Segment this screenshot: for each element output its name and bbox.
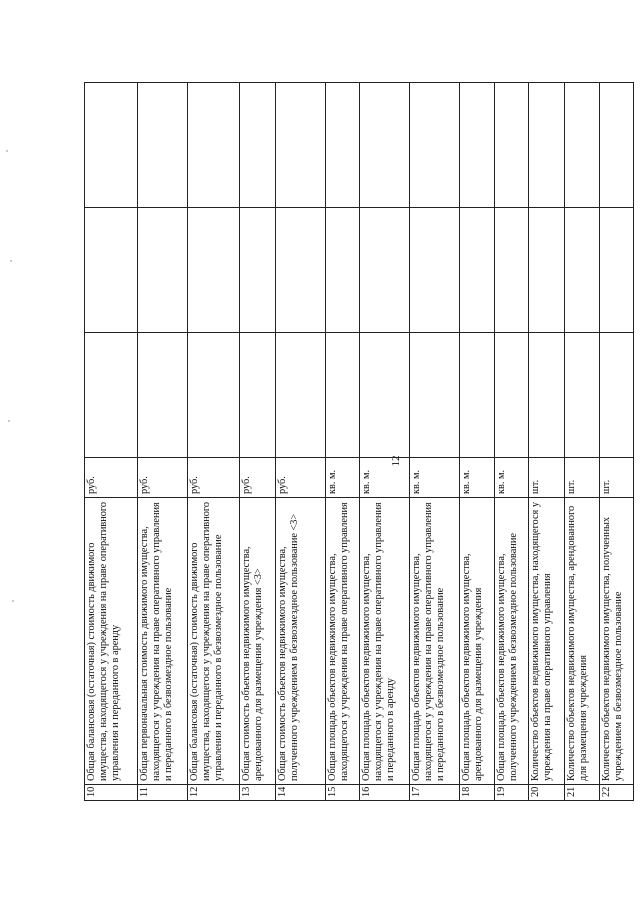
row-description: Общая балансовая (остаточная) стоимость движимого имущества, находящегося у учреждения на праве оперативного управления и переданного в безвозмездное пользование xyxy=(187,498,240,785)
value-cell xyxy=(599,83,633,208)
scan-speck xyxy=(6,150,8,152)
row-number: 18 xyxy=(460,785,494,801)
table-row xyxy=(85,83,138,801)
table-row xyxy=(275,83,325,801)
row-number: 13 xyxy=(240,785,275,801)
scan-speck xyxy=(10,260,12,262)
table-row xyxy=(187,83,240,801)
value-cell xyxy=(460,333,494,458)
row-description: Общая стоимость объектов недвижимого имущества, арендованного для размещения учреждения <3> xyxy=(240,498,275,785)
value-cell xyxy=(528,83,565,208)
row-description: Общая площадь объектов недвижимого имущества, находящегося у учреждения на праве оперативного управления xyxy=(325,498,359,785)
row-unit: руб. xyxy=(187,458,240,498)
row-unit: кв. м. xyxy=(410,458,460,498)
value-cell xyxy=(565,208,599,333)
value-cell xyxy=(494,333,528,458)
row-number: 12 xyxy=(187,785,240,801)
row-number: 19 xyxy=(494,785,528,801)
scan-speck xyxy=(8,420,10,422)
row-description: Общая площадь объектов недвижимого имущества, находящегося у учреждения на праве оперативного управления и переданного в безвозмездное пользование xyxy=(410,498,460,785)
value-cell xyxy=(240,333,275,458)
row-number: 10 xyxy=(85,785,138,801)
value-cell xyxy=(240,83,275,208)
row-unit: кв. м. xyxy=(325,458,359,498)
row-description: Общая стоимость объектов недвижимого имущества, полученного учреждением в безвозмездное пользование <3> xyxy=(275,498,325,785)
row-description: Количество объектов недвижимого имущества, арендованного для размещения учреждения xyxy=(565,498,599,785)
table-row xyxy=(494,83,528,801)
value-cell xyxy=(275,83,325,208)
value-cell xyxy=(410,208,460,333)
value-cell xyxy=(494,83,528,208)
row-description: Общая площадь объектов недвижимого имущества, находящегося у учреждения на праве оперативного управления и переданного в аренду xyxy=(360,498,410,785)
value-cell xyxy=(85,208,138,333)
row-unit: кв. м. xyxy=(460,458,494,498)
value-cell xyxy=(325,333,359,458)
value-cell xyxy=(410,83,460,208)
value-cell xyxy=(187,333,240,458)
row-number: 15 xyxy=(325,785,359,801)
rotated-table-container xyxy=(84,83,634,801)
row-number: 11 xyxy=(137,785,187,801)
table-row xyxy=(240,83,275,801)
value-cell xyxy=(325,83,359,208)
value-cell xyxy=(240,208,275,333)
value-cell xyxy=(137,208,187,333)
row-number: 20 xyxy=(528,785,565,801)
value-cell xyxy=(565,83,599,208)
value-cell xyxy=(460,208,494,333)
value-cell xyxy=(460,83,494,208)
table-row xyxy=(410,83,460,801)
value-cell xyxy=(599,333,633,458)
value-cell xyxy=(85,83,138,208)
value-cell xyxy=(360,208,410,333)
table-row xyxy=(360,83,410,801)
row-number: 17 xyxy=(410,785,460,801)
row-unit: шт. xyxy=(565,458,599,498)
table-row xyxy=(325,83,359,801)
value-cell xyxy=(360,83,410,208)
value-cell xyxy=(565,333,599,458)
row-unit: шт. xyxy=(528,458,565,498)
table-row xyxy=(137,83,187,801)
value-cell xyxy=(360,333,410,458)
row-number: 22 xyxy=(599,785,633,801)
value-cell xyxy=(187,208,240,333)
row-unit: кв. м. xyxy=(360,458,410,498)
row-unit: руб. xyxy=(85,458,138,498)
row-description: Количество объектов недвижимого имущества, полученных учреждением в безвозмездное пользование xyxy=(599,498,633,785)
scan-speck xyxy=(12,600,14,602)
row-unit: кв. м. xyxy=(494,458,528,498)
row-number: 14 xyxy=(275,785,325,801)
value-cell xyxy=(187,83,240,208)
value-cell xyxy=(599,208,633,333)
value-cell xyxy=(410,333,460,458)
row-unit: руб. xyxy=(137,458,187,498)
table-row xyxy=(565,83,599,801)
row-number: 21 xyxy=(565,785,599,801)
value-cell xyxy=(325,208,359,333)
row-description: Общая площадь объектов недвижимого имущества, полученного учреждением в безвозмездное пользование xyxy=(494,498,528,785)
value-cell xyxy=(528,333,565,458)
row-number: 16 xyxy=(360,785,410,801)
row-unit: руб. xyxy=(240,458,275,498)
row-description: Общая первоначальная стоимость движимого имущества, находящегося у учреждения на праве оперативного управления и переданного в безвозмездное пользование xyxy=(137,498,187,785)
value-cell xyxy=(137,83,187,208)
row-description: Общая балансовая (остаточная) стоимость движимого имущества, находящегося у учреждения на праве оперативного управления и переданного в аренду xyxy=(85,498,138,785)
value-cell xyxy=(137,333,187,458)
value-cell xyxy=(528,208,565,333)
row-unit: шт. xyxy=(599,458,633,498)
table-row xyxy=(599,83,633,801)
row-description: Общая площадь объектов недвижимого имущества, арендованного для размещения учреждения xyxy=(460,498,494,785)
property-table xyxy=(84,82,634,801)
value-cell xyxy=(494,208,528,333)
value-cell xyxy=(275,208,325,333)
table-row xyxy=(528,83,565,801)
row-description: Количество объектов недвижимого имущества, находящегося у учреждения на праве оперативного управления xyxy=(528,498,565,785)
value-cell xyxy=(275,333,325,458)
table-row xyxy=(460,83,494,801)
page-number: 12 xyxy=(390,455,402,467)
value-cell xyxy=(85,333,138,458)
row-unit: руб. xyxy=(275,458,325,498)
